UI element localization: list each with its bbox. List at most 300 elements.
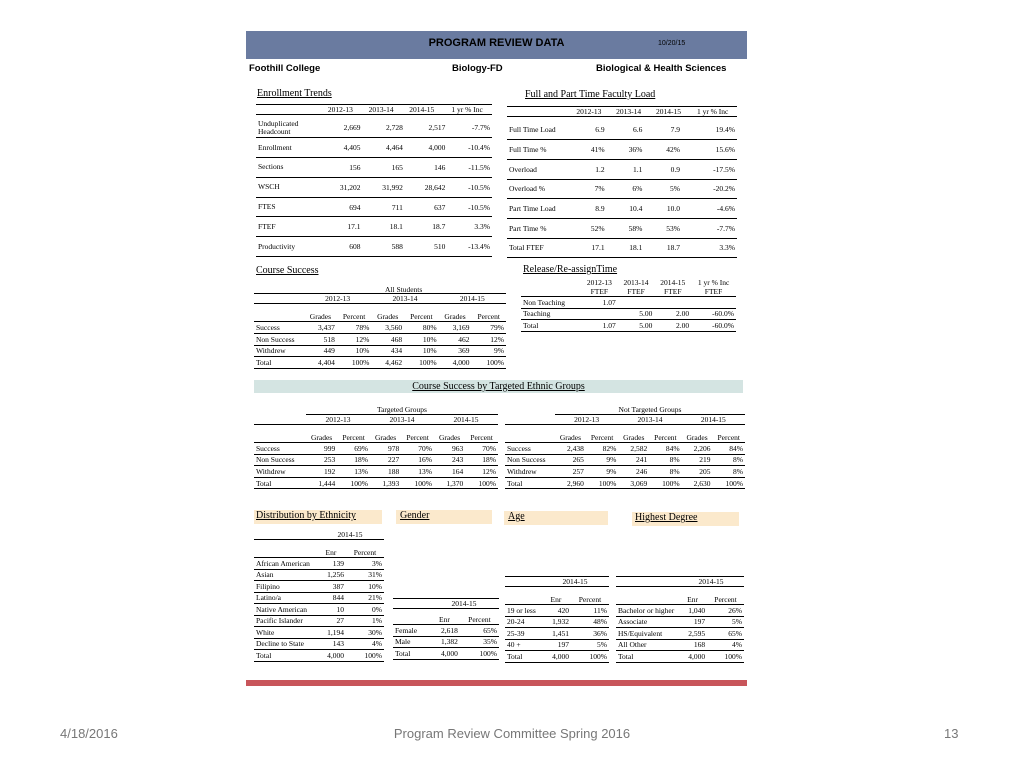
cell-value: 219 [682,454,713,466]
sub-header: Grades [370,433,401,443]
col-header: 2013-14 [623,278,649,287]
cell-value: 13% [337,466,370,478]
cell-value: 694 [320,197,362,217]
cell-value: 197 [678,616,707,628]
cell-value: 100% [707,651,744,663]
row-label: Teaching [521,308,581,320]
row-label: Total [521,320,581,332]
col-header: 2014-15 [649,107,689,117]
row-label: Filipino [254,581,316,593]
table-row [254,443,498,455]
cell-value: 2,618 [429,625,460,637]
enrollment-title: Enrollment Trends [257,88,332,99]
cell-value: 10% [337,345,371,357]
cell-value: 9% [586,454,618,466]
cell-value: 10.4 [607,199,645,219]
row-label: 40 + [505,639,541,651]
sub-header: FTEF [691,287,736,297]
sub-header: Enr [429,615,460,625]
report-date: 10/20/15 [658,40,686,47]
cell-value: 6% [607,179,645,199]
course-success-title: Course Success [256,265,319,276]
cell-value: 139 [316,558,346,570]
cell-value: 52% [569,218,607,238]
cell-value: 2,669 [320,118,362,138]
cell-value: 0.9 [644,159,682,179]
sub-header: FTEF [581,287,618,297]
row-label: Success [505,443,555,455]
row-label: 25-39 [505,628,541,640]
bottom-accent-bar [246,680,747,686]
table-row [256,177,492,197]
cell-value: 2,960 [555,477,586,489]
cell-value: 70% [465,443,498,455]
table-row [256,158,492,178]
cell-value: 1% [346,615,384,627]
cell-value: 1,382 [429,636,460,648]
cell-value: 12% [471,333,506,345]
cell-value: 1.07 [581,320,618,332]
cell-value: 4,000 [405,138,447,158]
not-targeted-groups-table [505,405,745,489]
cell-value: 4,000 [316,650,346,662]
enrollment-rows [256,118,492,257]
table-row [256,237,492,257]
gender-table [393,598,499,660]
cell-value: 100% [465,477,498,489]
cell-value: 13% [401,466,434,478]
cell-value: 2,206 [682,443,713,455]
cell-value: 18.1 [607,238,645,258]
row-label: Pacific Islander [254,615,316,627]
row-label: Full Time % [507,140,569,160]
row-label: Success [254,443,306,455]
table-row [505,651,609,663]
row-label: Asian [254,569,316,581]
cell-value: 978 [370,443,401,455]
cell-value: 5% [644,179,682,199]
ethnicity-label: Distribution by Ethnicity [256,510,356,521]
year-header: 2014-15 [316,530,384,540]
cell-value: 12% [465,466,498,478]
row-label: Total [505,651,541,663]
sub-header: Grades [682,433,713,443]
cell-value: 100% [404,357,438,369]
sub-header: FTEF [618,287,655,297]
row-label: Male [393,636,429,648]
cell-value: 4,464 [362,138,404,158]
row-label: Total [616,651,678,663]
cell-value: 100% [401,477,434,489]
cell-value: 8% [649,466,681,478]
enrollment-table [256,104,492,115]
cell-value: 9% [586,466,618,478]
cell-value: 100% [571,651,609,663]
cell-value: 192 [306,466,337,478]
table-row [505,477,745,489]
cell-value: -17.5% [682,159,737,179]
cell-value: 999 [306,443,337,455]
cell-value: 30% [346,627,384,639]
sub-header: Grades [618,433,649,443]
cell-value: 1,932 [541,616,571,628]
col-header: 2013-14 [609,107,649,117]
row-label: Part Time Load [507,199,569,219]
table-row [254,592,384,604]
sub-header: Percent [471,312,506,322]
cell-value: 65% [707,628,744,640]
table-row [256,118,492,138]
row-label: FTEF [256,217,320,237]
cell-value: 1,194 [316,627,346,639]
cell-value: 844 [316,592,346,604]
table-row [521,297,736,309]
cell-value: 7% [569,179,607,199]
sub-header: Enr [316,548,346,558]
cell-value: 5% [571,639,609,651]
sub-header: Enr [678,595,707,605]
row-label: Non Teaching [521,297,581,309]
row-label: Non Success [254,333,304,345]
ethnicity-table [254,530,384,662]
cell-value: 2,595 [678,628,707,640]
cell-value: -10.5% [447,177,492,197]
cell-value: 265 [555,454,586,466]
sub-header: Percent [571,595,609,605]
year-header: 2014-15 [434,415,498,425]
year-header: 2013-14 [371,294,438,304]
cell-value: 4% [346,638,384,650]
cell-value: 100% [649,477,681,489]
row-label: Bachelor or higher [616,605,678,617]
cell-value: 146 [405,158,447,178]
cell-value: 36% [571,628,609,640]
course-success-table [254,293,506,369]
cell-value: 100% [337,357,371,369]
cell-value: 2.00 [654,320,691,332]
sub-header: Enr [541,595,571,605]
cell-value: 637 [405,197,447,217]
cell-value: 100% [346,650,384,662]
targeted-groups-table [254,405,498,489]
cell-value: 257 [555,466,586,478]
cell-value: 2,582 [618,443,649,455]
enrollment-header-row [256,105,492,115]
table-row [254,477,498,489]
sub-header: Percent [337,312,371,322]
cell-value: -13.4% [447,237,492,257]
cell-value: 2,438 [555,443,586,455]
sub-header: FTEF [654,287,691,297]
row-label: Full Time Load [507,120,569,140]
cell-value: 3,560 [371,322,404,334]
table-row [507,179,737,199]
cell-value: -10.5% [447,197,492,217]
year-header: 2012-13 [306,415,370,425]
cell-value: 8% [713,454,745,466]
footer-title: Program Review Committee Spring 2016 [393,726,631,741]
cell-value: 4,404 [304,357,337,369]
table-row [254,569,384,581]
col-header: 2013-14 [361,105,402,115]
cell-value: 2,728 [362,118,404,138]
cell-value: 5.00 [618,308,655,320]
cell-value: 165 [362,158,404,178]
release-table [521,278,736,332]
table-row [507,120,737,140]
table-row [616,628,744,640]
cell-value: -7.7% [682,218,737,238]
year-header: 2014-15 [541,577,609,587]
table-row [256,217,492,237]
group-label: Not Targeted Groups [555,405,745,415]
year-header: 2013-14 [370,415,434,425]
cell-value: -4.6% [682,199,737,219]
cell-value [691,297,736,309]
cell-value: 1,393 [370,477,401,489]
row-label: Success [254,322,304,334]
table-row [505,639,609,651]
col-header: 1 yr % Inc [697,278,730,287]
cell-value: 1,451 [541,628,571,640]
cell-value: 462 [439,333,472,345]
degree-label: Highest Degree [635,512,698,523]
row-label: Non Success [505,454,555,466]
table-row [256,138,492,158]
cell-value: 1,040 [678,605,707,617]
cell-value: -10.4% [447,138,492,158]
row-label: Total [505,477,555,489]
cell-value: 420 [541,605,571,617]
cell-value: 143 [316,638,346,650]
cell-value: 26% [707,605,744,617]
cell-value: 100% [460,648,499,660]
sub-header: Percent [649,433,681,443]
year-header: 2014-15 [678,577,744,587]
table-row [254,627,384,639]
table-row [616,605,744,617]
row-label: Sections [256,158,320,178]
cell-value: 84% [713,443,745,455]
gender-label: Gender [400,510,430,521]
cell-value: 227 [370,454,401,466]
cell-value: 35% [460,636,499,648]
row-label: All Other [616,639,678,651]
sub-header: Grades [439,312,472,322]
cell-value: 100% [471,357,506,369]
cell-value: 4,000 [429,648,460,660]
row-label: Overload [507,159,569,179]
col-header: 1 yr % Inc [442,105,492,115]
table-row [507,199,737,219]
row-label: Associate [616,616,678,628]
sub-header: Percent [586,433,618,443]
cell-value: 65% [460,625,499,637]
group-label: Targeted Groups [306,405,498,415]
row-label: Total [254,357,304,369]
cell-value: 42% [644,140,682,160]
cell-value: 8% [713,466,745,478]
table-row [505,628,609,640]
cell-value: 387 [316,581,346,593]
col-header: 2012-13 [569,107,609,117]
age-label: Age [508,511,525,522]
cell-value: 6.9 [569,120,607,140]
cell-value: 3.3% [682,238,737,258]
year-header: 2014-15 [429,599,499,609]
cell-value: 41% [569,140,607,160]
all-students-label: All Students [385,285,423,294]
table-row [254,638,384,650]
cell-value: 27 [316,615,346,627]
cell-value: 4% [707,639,744,651]
year-header: 2012-13 [304,294,371,304]
cell-value: 17.1 [320,217,362,237]
table-row [254,357,506,369]
cell-value: 31,992 [362,177,404,197]
table-row [254,322,506,334]
cell-value: 58% [607,218,645,238]
cell-value: 3% [346,558,384,570]
cell-value: 31,202 [320,177,362,197]
row-label: HS/Equivalent [616,628,678,640]
table-row [505,466,745,478]
cell-value: 0% [346,604,384,616]
year-header: 2014-15 [439,294,506,304]
row-label: Total [254,650,316,662]
year-header: 2013-14 [618,415,681,425]
cell-value: 168 [678,639,707,651]
age-table [505,576,609,663]
sub-header: Grades [371,312,404,322]
sub-header: Percent [346,548,384,558]
year-header: 2012-13 [555,415,618,425]
row-label: Withdrew [254,345,304,357]
row-label: Native American [254,604,316,616]
sub-header: Percent [404,312,438,322]
cell-value: 5% [707,616,744,628]
cell-value [654,297,691,309]
sub-header: Percent [713,433,745,443]
row-label: Withdrew [254,466,306,478]
cell-value: 4,000 [439,357,472,369]
cell-value: 1.2 [569,159,607,179]
cell-value: 253 [306,454,337,466]
row-label: Part Time % [507,218,569,238]
table-row [507,159,737,179]
table-row [521,308,736,320]
cell-value: 16% [401,454,434,466]
cell-value: 100% [337,477,370,489]
cell-value [618,297,655,309]
cell-value: -60.0% [691,320,736,332]
cell-value: 8% [649,454,681,466]
ethnic-section-title: Course Success by Targeted Ethnic Groups [412,381,585,392]
cell-value: 164 [434,466,465,478]
table-row [616,651,744,663]
row-label: Unduplicated Headcount [256,118,320,138]
cell-value: 6.6 [607,120,645,140]
table-row [254,558,384,570]
table-row [393,648,499,660]
cell-value: 18% [465,454,498,466]
cell-value: -20.2% [682,179,737,199]
cell-value: 31% [346,569,384,581]
age-label-box [504,511,608,525]
cell-value: 4,462 [371,357,404,369]
row-label: Non Success [254,454,306,466]
row-label: FTES [256,197,320,217]
row-label: White [254,627,316,639]
sub-header: Percent [337,433,370,443]
cell-value: 10% [346,581,384,593]
cell-value: 197 [541,639,571,651]
cell-value: 100% [713,477,745,489]
row-label: Overload % [507,179,569,199]
faculty-header-row [507,107,737,117]
cell-value: 1.07 [581,297,618,309]
cell-value: 4,000 [541,651,571,663]
cell-value: 18% [337,454,370,466]
division-name: Biological & Health Sciences [596,63,727,74]
cell-value: 18.7 [405,217,447,237]
table-row [521,320,736,332]
cell-value: 188 [370,466,401,478]
table-row [254,454,498,466]
gender-label-box [396,510,492,524]
cell-value: 4,000 [678,651,707,663]
page-title: PROGRAM REVIEW DATA [428,37,565,49]
cell-value: 468 [371,333,404,345]
cell-value: 3.3% [447,217,492,237]
cell-value: 100% [586,477,618,489]
table-row [507,238,737,258]
row-label: Enrollment [256,138,320,158]
cell-value: 246 [618,466,649,478]
table-row [505,454,745,466]
table-row [393,625,499,637]
sub-header: Grades [434,433,465,443]
row-label: Productivity [256,237,320,257]
row-label: Female [393,625,429,637]
cell-value: 10.0 [644,199,682,219]
table-row [505,605,609,617]
table-row [254,581,384,593]
cell-value: 53% [644,218,682,238]
cell-value: 2,630 [682,477,713,489]
sub-header: Grades [555,433,586,443]
cell-value: 3,437 [304,322,337,334]
cell-value: 449 [304,345,337,357]
row-label: Total [254,477,306,489]
faculty-title: Full and Part Time Faculty Load [525,89,656,100]
row-label: African American [254,558,316,570]
col-header: 2012-13 [586,278,612,287]
program-name: Biology-FD [452,63,503,74]
cell-value: 369 [439,345,472,357]
row-label: 19 or less [505,605,541,617]
cell-value: 79% [471,322,506,334]
cell-value: 3,169 [439,322,472,334]
cell-value: -60.0% [691,308,736,320]
cell-value: 588 [362,237,404,257]
table-row [507,218,737,238]
table-row [254,615,384,627]
row-label: Withdrew [505,466,555,478]
release-title: Release/Re-assignTime [523,264,618,275]
cell-value: 82% [586,443,618,455]
row-label: Total [393,648,429,660]
